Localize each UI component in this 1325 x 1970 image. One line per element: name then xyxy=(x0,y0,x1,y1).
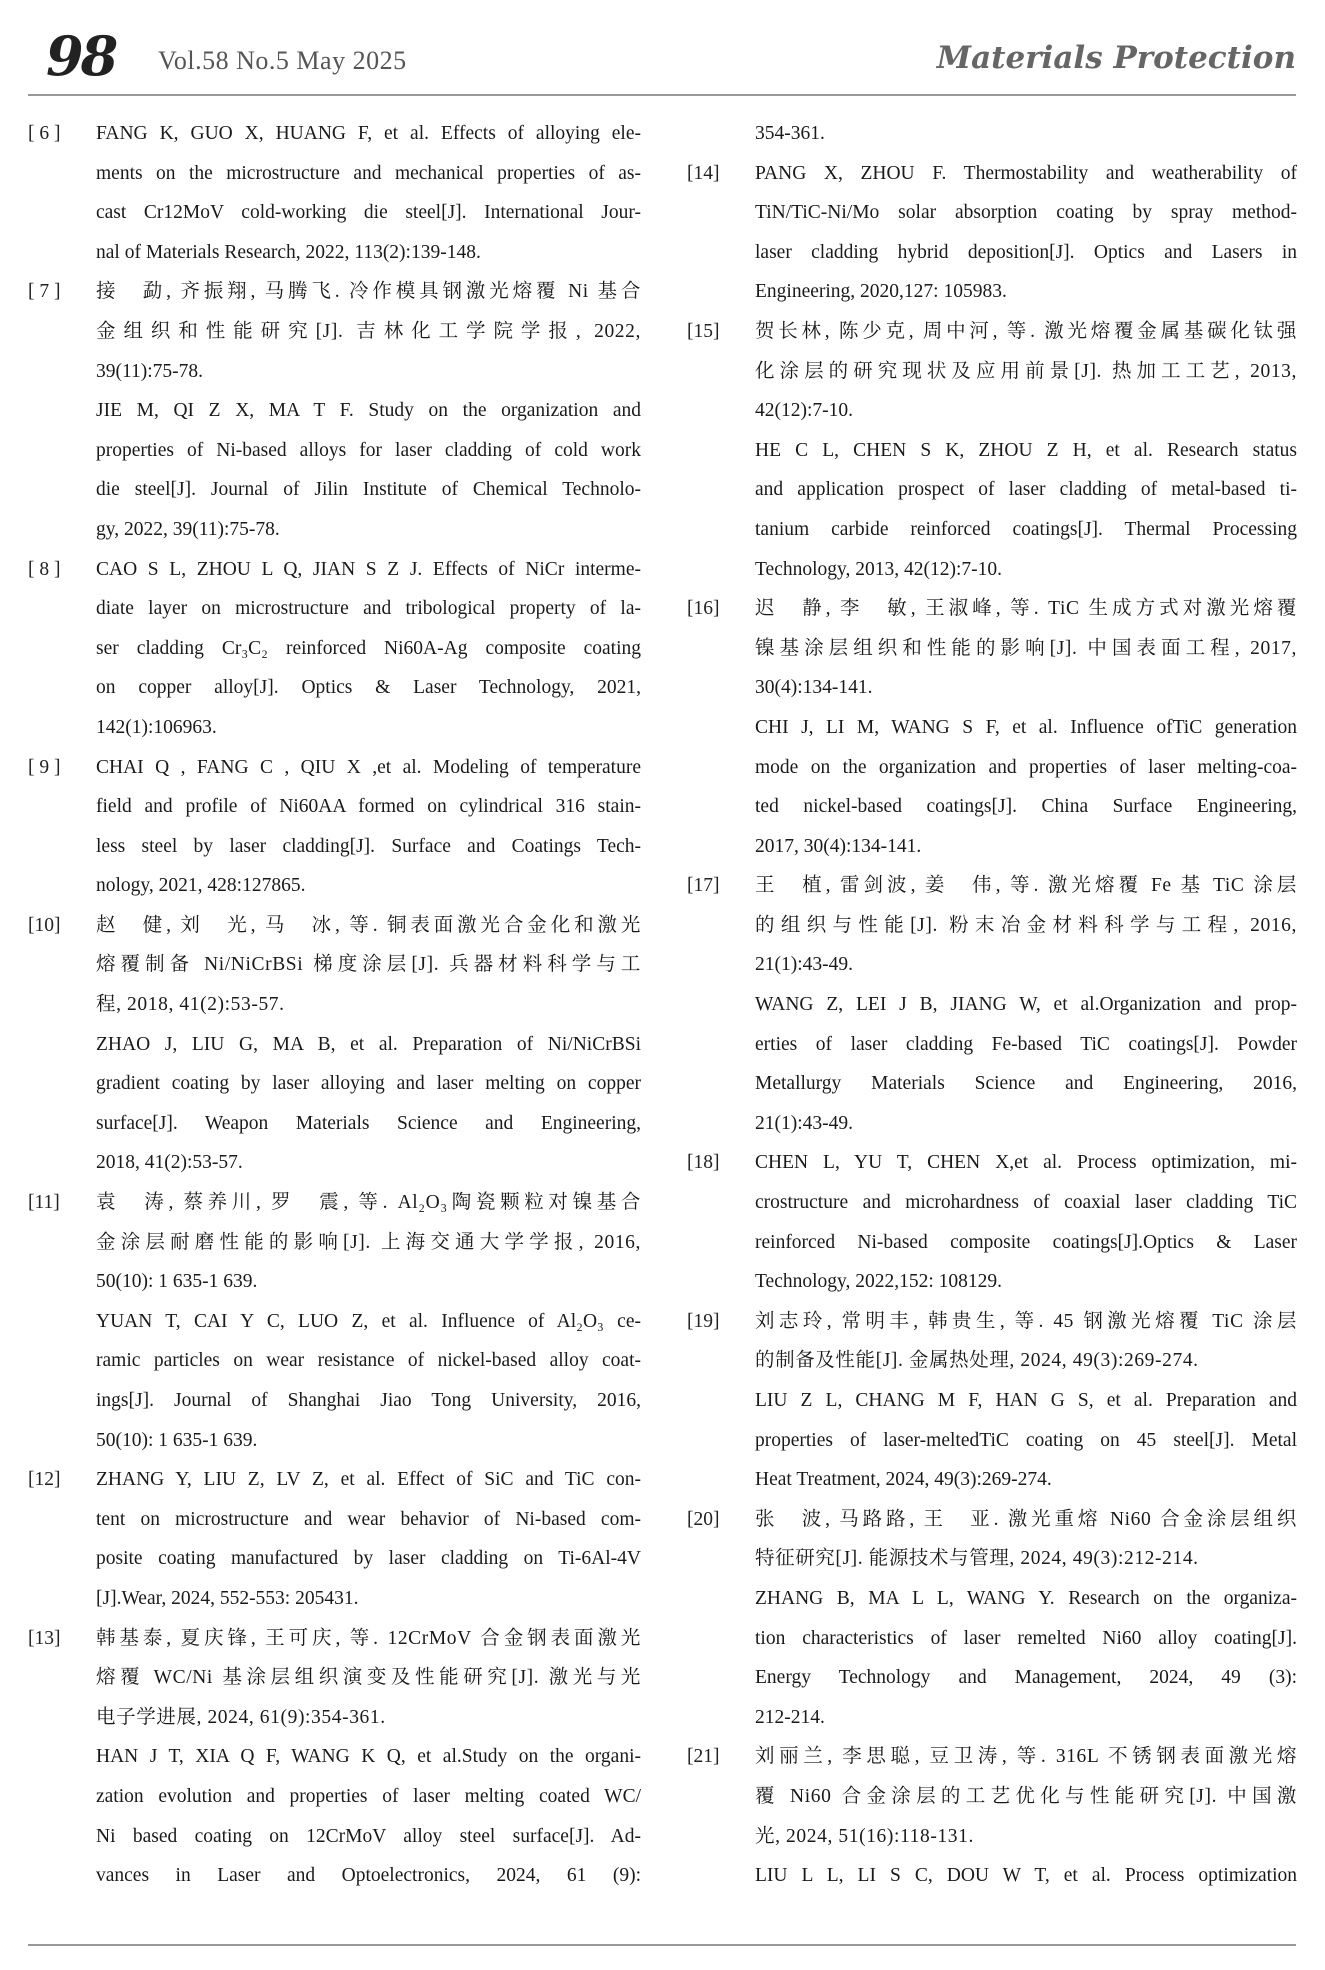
reference-text-line: HE C L, CHEN S K, ZHOU Z H, et al. Research status xyxy=(755,439,1297,461)
reference-number: [19] xyxy=(687,1310,720,1332)
reference-text-line: 刘志玲, 常明丰, 韩贵生, 等. 45 钢激光熔覆 TiC 涂层 xyxy=(755,1310,1297,1332)
reference-text-line: on copper alloy[J]. Optics & Laser Technology, 2021, xyxy=(96,677,641,699)
reference-text-line: 142(1):106963. xyxy=(96,716,217,738)
reference-text-line: ser cladding Cr₃C₂ reinforced Ni60A-Ag composite coating xyxy=(96,637,641,659)
reference-text-line: and application prospect of laser cladding of metal-based ti- xyxy=(755,479,1297,501)
reference-text-line: YUAN T, CAI Y C, LUO Z, et al. Influence of Al₂O₃ ce- xyxy=(96,1310,641,1332)
reference-text-line: tion characteristics of laser remelted Ni60 alloy coating[J]. xyxy=(755,1627,1297,1649)
reference-text-line: surface[J]. Weapon Materials Science and Engineering, xyxy=(96,1112,641,1134)
reference-text-line: gradient coating by laser alloying and laser melting on copper xyxy=(96,1073,641,1095)
reference-text-line: 覆 Ni60 合金涂层的工艺优化与性能研究[J]. 中国激 xyxy=(755,1785,1297,1807)
reference-text-line: JIE M, QI Z X, MA T F. Study on the organization and xyxy=(96,400,641,422)
reference-entry xyxy=(687,154,1297,312)
reference-text-line: field and profile of Ni60AA formed on cylindrical 316 stain- xyxy=(96,796,641,818)
reference-text-line: ments on the microstructure and mechanical properties of as- xyxy=(96,162,641,184)
reference-text-line: Metallurgy Materials Science and Engineering, 2016, xyxy=(755,1073,1297,1095)
reference-text-line: tanium carbide reinforced coatings[J]. Thermal Processing xyxy=(755,518,1297,540)
reference-number: [20] xyxy=(687,1508,720,1530)
reference-text-line: Heat Treatment, 2024, 49(3):269-274. xyxy=(755,1469,1052,1491)
reference-text-line: 程, 2018, 41(2):53-57. xyxy=(96,994,285,1016)
reference-number: [16] xyxy=(687,598,720,620)
reference-text-line: 金涂层耐磨性能的影响[J]. 上海交通大学学报, 2016, xyxy=(96,1231,641,1253)
reference-number: [ 9 ] xyxy=(28,756,61,778)
reference-text-line: 金组织和性能研究[J]. 吉林化工学院学报, 2022, xyxy=(96,320,641,342)
reference-text-line: mode on the organization and properties of laser melting-coa- xyxy=(755,756,1297,778)
reference-number: [ 7 ] xyxy=(28,281,61,303)
reference-text-line: 特征研究[J]. 能源技术与管理, 2024, 49(3):212-214. xyxy=(755,1548,1199,1570)
reference-entry xyxy=(28,1619,641,1896)
reference-number: [10] xyxy=(28,914,61,936)
reference-text-line: less steel by laser cladding[J]. Surface and Coatings Tech- xyxy=(96,835,641,857)
reference-text-line: TiN/TiC-Ni/Mo solar absorption coating by spray method- xyxy=(755,202,1297,224)
reference-text-line: 的组织与性能[J]. 粉末冶金材料科学与工程, 2016, xyxy=(755,914,1297,936)
reference-entry xyxy=(28,1460,641,1618)
reference-text-line: ZHAO J, LIU G, MA B, et al. Preparation of Ni/NiCrBSi xyxy=(96,1033,641,1055)
reference-entry xyxy=(687,589,1297,866)
reference-entry xyxy=(28,114,641,272)
reference-text-line: 刘丽兰, 李思聪, 豆卫涛, 等. 316L 不锈钢表面激光熔 xyxy=(755,1746,1297,1768)
left-reference-column xyxy=(28,114,641,1896)
reference-text-line: posite coating manufactured by laser cladding on Ti-6Al-4V xyxy=(96,1548,641,1570)
reference-text-line: gy, 2022, 39(11):75-78. xyxy=(96,518,280,540)
reference-number: [13] xyxy=(28,1627,61,1649)
reference-text-line: ings[J]. Journal of Shanghai Jiao Tong University, 2016, xyxy=(96,1390,641,1411)
reference-text-line: 212-214. xyxy=(755,1706,825,1728)
reference-entry xyxy=(28,1183,641,1460)
reference-text-line: ZHANG Y, LIU Z, LV Z, et al. Effect of SiC and TiC con- xyxy=(96,1469,641,1491)
reference-text-line: 50(10): 1 635-1 639. xyxy=(96,1429,258,1451)
reference-text-line: ted nickel-based coatings[J]. China Surface Engineering, xyxy=(755,796,1297,818)
reference-text-line: properties of laser-meltedTiC coating on 45 steel[J]. Metal xyxy=(755,1429,1297,1451)
right-reference-column xyxy=(687,114,1297,1896)
reference-text-line: 张 波, 马路路, 王 亚. 激光重熔 Ni60 合金涂层组织 xyxy=(755,1508,1297,1530)
page-number: 98 xyxy=(46,24,116,88)
reference-number: [14] xyxy=(687,162,720,184)
header-divider xyxy=(28,94,1296,96)
reference-text-line: erties of laser cladding Fe-based TiC coatings[J]. Powder xyxy=(755,1033,1297,1055)
reference-text-line: 光, 2024, 51(16):118-131. xyxy=(755,1825,974,1847)
reference-text-line: 42(12):7-10. xyxy=(755,400,854,422)
reference-text-line: zation evolution and properties of laser melting coated WC/ xyxy=(96,1785,641,1807)
reference-text-line: Technology, 2013, 42(12):7-10. xyxy=(755,558,1003,580)
reference-number: [11] xyxy=(28,1192,60,1214)
reference-number: [ 8 ] xyxy=(28,558,61,580)
reference-text-line: 21(1):43-49. xyxy=(755,954,854,976)
reference-text-line: 迟 静, 李 敏, 王淑峰, 等. TiC 生成方式对激光熔覆 xyxy=(755,598,1297,620)
reference-text-line: nal of Materials Research, 2022, 113(2):139-148. xyxy=(96,241,481,263)
reference-text-line: ramic particles on wear resistance of nickel-based alloy coat- xyxy=(96,1350,641,1372)
page-header xyxy=(28,20,1296,92)
reference-text-line: CHAI Q , FANG C , QIU X ,et al. Modeling of temperature xyxy=(96,756,641,778)
journal-volume-info: Vol.58 No.5 May 2025 xyxy=(158,46,407,75)
reference-number: [ 6 ] xyxy=(28,123,61,144)
reference-text-line: 的制备及性能[J]. 金属热处理, 2024, 49(3):269-274. xyxy=(755,1350,1199,1372)
reference-entry xyxy=(687,1143,1297,1301)
reference-text-line: 354-361. xyxy=(755,123,825,144)
reference-number: [12] xyxy=(28,1469,61,1491)
reference-text-line: properties of Ni-based alloys for laser cladding of cold work xyxy=(96,439,641,461)
reference-text-line: [J].Wear, 2024, 552-553: 205431. xyxy=(96,1587,359,1609)
reference-entry xyxy=(687,866,1297,1143)
reference-text-line: 赵 健, 刘 光, 马 冰, 等. 铜表面激光合金化和激光 xyxy=(96,914,641,936)
reference-entry xyxy=(28,906,641,1183)
reference-text-line: HAN J T, XIA Q F, WANG K Q, et al.Study on the organi- xyxy=(96,1746,641,1768)
reference-text-line: 熔覆制备 Ni/NiCrBSi 梯度涂层[J]. 兵器材料科学与工 xyxy=(96,954,641,976)
reference-entry xyxy=(687,1737,1297,1895)
reference-entry xyxy=(687,114,1297,154)
reference-text-line: 30(4):134-141. xyxy=(755,677,873,699)
reference-text-line: vances in Laser and Optoelectronics, 2024, 61 (9): xyxy=(96,1865,641,1887)
reference-text-line: 王 植, 雷剑波, 姜 伟, 等. 激光熔覆 Fe 基 TiC 涂层 xyxy=(755,875,1297,897)
reference-text-line: 袁 涛, 蔡养川, 罗 震, 等. Al₂O₃陶瓷颗粒对镍基合 xyxy=(96,1192,641,1214)
reference-text-line: CHI J, LI M, WANG S F, et al. Influence ofTiC generation xyxy=(755,716,1297,738)
reference-text-line: 39(11):75-78. xyxy=(96,360,204,382)
reference-text-line: 2018, 41(2):53-57. xyxy=(96,1152,243,1174)
reference-text-line: die steel[J]. Journal of Jilin Institute of Chemical Technolo- xyxy=(96,479,641,501)
reference-text-line: diate layer on microstructure and tribological property of la- xyxy=(96,598,641,620)
reference-text-line: Ni based coating on 12CrMoV alloy steel surface[J]. Ad- xyxy=(96,1825,641,1847)
journal-title: Materials Protection xyxy=(936,40,1296,76)
reference-text-line: 镍基涂层组织和性能的影响[J]. 中国表面工程, 2017, xyxy=(755,637,1297,659)
reference-number: [17] xyxy=(687,875,720,897)
reference-text-line: Engineering, 2020,127: 105983. xyxy=(755,281,1007,303)
reference-text-line: FANG K, GUO X, HUANG F, et al. Effects of alloying ele- xyxy=(96,123,641,144)
reference-entry xyxy=(687,312,1297,589)
reference-text-line: Energy Technology and Management, 2024, 49 (3): xyxy=(755,1667,1297,1689)
reference-entry xyxy=(28,550,641,748)
reference-text-line: 50(10): 1 635-1 639. xyxy=(96,1271,258,1293)
reference-text-line: cast Cr12MoV cold-working die steel[J]. International Jour- xyxy=(96,202,641,224)
reference-number: [18] xyxy=(687,1152,720,1174)
reference-text-line: ZHANG B, MA L L, WANG Y. Research on the organiza- xyxy=(755,1587,1297,1609)
reference-text-line: reinforced Ni-based composite coatings[J].Optics & Laser xyxy=(755,1231,1297,1253)
reference-text-line: LIU Z L, CHANG M F, HAN G S, et al. Preparation and xyxy=(755,1390,1297,1411)
reference-text-line: 化涂层的研究现状及应用前景[J]. 热加工工艺, 2013, xyxy=(755,360,1297,382)
reference-text-line: 接 勐, 齐振翔, 马腾飞. 冷作模具钢激光熔覆 Ni 基合 xyxy=(96,281,641,303)
reference-text-line: crostructure and microhardness of coaxial laser cladding TiC xyxy=(755,1192,1297,1214)
reference-text-line: 21(1):43-49. xyxy=(755,1112,854,1134)
reference-text-line: 电子学进展, 2024, 61(9):354-361. xyxy=(96,1706,386,1728)
reference-number: [21] xyxy=(687,1746,720,1768)
reference-text-line: laser cladding hybrid deposition[J]. Optics and Lasers in xyxy=(755,241,1297,263)
reference-text-line: 韩基泰, 夏庆锋, 王可庆, 等. 12CrMoV 合金钢表面激光 xyxy=(96,1627,641,1649)
reference-entry xyxy=(28,272,641,549)
reference-text-line: WANG Z, LEI J B, JIANG W, et al.Organization and prop- xyxy=(755,994,1297,1016)
reference-text-line: 贺长林, 陈少克, 周中河, 等. 激光熔覆金属基碳化钛强 xyxy=(755,320,1297,342)
reference-entry xyxy=(687,1302,1297,1500)
reference-text-line: 熔覆 WC/Ni 基涂层组织演变及性能研究[J]. 激光与光 xyxy=(96,1667,641,1689)
reference-text-line: 2017, 30(4):134-141. xyxy=(755,835,922,857)
reference-number: [15] xyxy=(687,320,720,342)
reference-text-line: CHEN L, YU T, CHEN X,et al. Process optimization, mi- xyxy=(755,1152,1297,1174)
reference-entry xyxy=(687,1500,1297,1738)
reference-text-line: PANG X, ZHOU F. Thermostability and weatherability of xyxy=(755,162,1297,184)
reference-text-line: tent on microstructure and wear behavior of Ni-based com- xyxy=(96,1508,641,1530)
reference-text-line: LIU L L, LI S C, DOU W T, et al. Process optimization xyxy=(755,1865,1297,1887)
reference-text-line: CAO S L, ZHOU L Q, JIAN S Z J. Effects of NiCr interme- xyxy=(96,558,641,580)
footer-divider xyxy=(28,1944,1296,1946)
reference-text-line: nology, 2021, 428:127865. xyxy=(96,875,306,897)
reference-entry xyxy=(28,748,641,906)
reference-text-line: Technology, 2022,152: 108129. xyxy=(755,1271,1003,1293)
